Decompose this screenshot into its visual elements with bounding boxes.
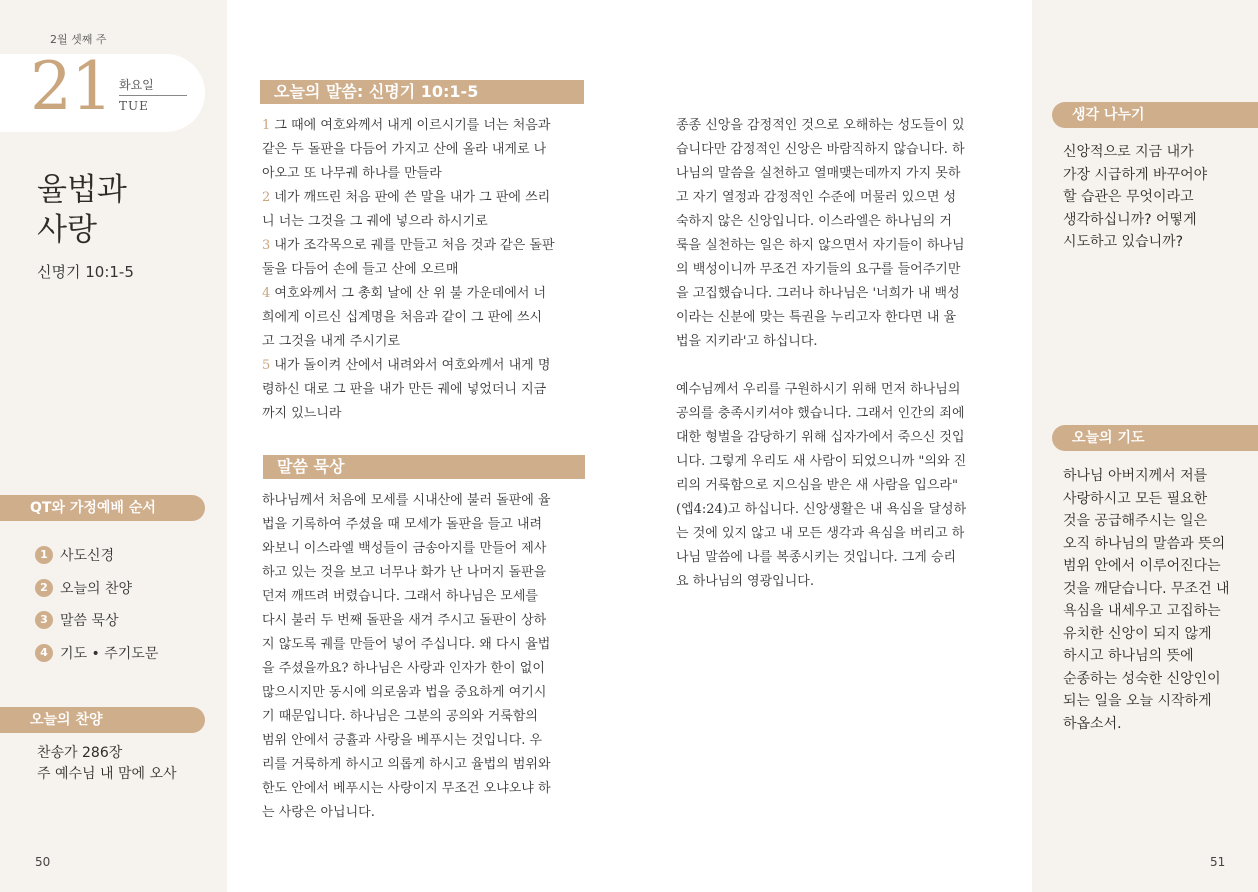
sharing-text: 신앙적으로 지금 내가 가장 시급하게 바꾸어야 할 습관은 무엇이라고 생각하십니까? 어떻게 시도하고 있습니까? [1063, 144, 1208, 250]
day-number: 21 [30, 48, 112, 125]
hymn-heading: 오늘의 찬양 [0, 707, 205, 733]
verse-number: 4 [262, 286, 271, 301]
step-number: 3 [35, 611, 53, 629]
page-title: 율법과 사랑 [37, 172, 127, 248]
hymn-title: 주 예수님 내 맘에 오사 [37, 766, 177, 782]
continuation-paragraph-1: 종종 신앙을 감정적인 것으로 오해하는 성도들이 있 습니다만 감정적인 신앙은 바람직하지 않습니다. 하 나님의 말씀을 실천하고 열매맺는데까지 가지 못하 고 자기 열정과 감정적인 수준에 머물러 있으면 성 숙하지 않은 신앙입니다. 이스라엘은 하나님의 거 룩을 실천하는 일은 하지 않으면서 자기들이 하나님 의 백성이니까 무조건 자기들의 요구를 들어주기만 을 고집했습니다. 그러나 하나님은 '너희가 내 백성 이라는 신분에 맞는 특권을 누리고자 한다면 내 율 법을 지키라'고 하십니다. [676, 118, 965, 349]
continuation-paragraph-2: 예수님께서 우리를 구원하시기 위해 먼저 하나님의 공의를 충족시키셔야 했습니다. 그래서 인간의 죄에 대한 형벌을 감당하기 위해 십자가에서 죽으신 것입 니다. 그렇게 우리도 새 사람이 되었으니까 "의와 진 리의 거룩함으로 지으심을 받은 새 사람을 입으라" (엡4:24)고 하십니다. 신앙생활은 내 욕심을 달성하 는 것에 있지 않고 내 모든 생각과 욕심을 버리고 하 나님 말씀에 나를 복종시키는 것입니다. 그게 승리 요 하나님의 영광입니다. [676, 382, 967, 589]
verse: 4 여호와께서 그 총회 날에 산 위 불 가운데에서 너 희에게 이르신 십계명을 처음과 같이 그 판에 쓰시 고 그것을 내게 주시기로 [262, 286, 547, 349]
verse-number: 3 [262, 238, 271, 253]
list-item [35, 572, 158, 605]
scripture-heading: 오늘의 말씀: 신명기 10:1-5 [260, 80, 584, 104]
step-label: 기도 • 주기도문 [60, 645, 159, 662]
week-label: 2월 셋째 주 [50, 33, 107, 46]
meditation-text: 하나님께서 처음에 모세를 시내산에 불러 돌판에 율 법을 기록하여 주셨을 때 모세가 돌판을 들고 내려 와보니 이스라엘 백성들이 금송아지를 만들어 제사 하고 있는 것을 보고 너무나 화가 난 나머지 돌판을 던져 깨뜨려 버렸습니다. 그래서 하나님은 모세를 다시 불러 두 번째 돌판을 새겨 주시고 돌판이 상하 지 않도록 궤를 만들어 넣어 주십니다. 왜 다시 율법 을 주셨을까요? 하나님은 사랑과 인자가 한이 없이 많으시지만 동시에 의로움과 법을 중요하게 여기시 기 때문입니다. 하나님은 그분의 공의와 거룩함의 범위 안에서 긍휼과 사랑을 베푸시는 것입니다. 우 리를 거룩하게 하시고 의롭게 하시고 율법의 범위와 한도 안에서 베푸시는 사랑이지 무조건 오냐오냐 하 는 사랑은 아닙니다. [262, 493, 551, 820]
verse-number: 1 [262, 118, 271, 133]
qt-order-heading: QT와 가정예배 순서 [0, 495, 205, 521]
hymn-number: 찬송가 286장 [37, 745, 123, 761]
step-number: 2 [35, 579, 53, 597]
list-item [35, 637, 158, 670]
scripture-verses [262, 114, 584, 426]
verse-number: 2 [262, 190, 271, 205]
page-number-right: 51 [1210, 855, 1226, 869]
weekday-korean: 화요일 [119, 78, 154, 92]
verse-number: 5 [262, 358, 271, 373]
verse: 2 네가 깨뜨린 처음 판에 쓴 말을 내가 그 판에 쓰리 니 너는 그것을 그 궤에 넣으라 하시기로 [262, 190, 551, 229]
page-number-left: 50 [35, 855, 51, 869]
verse: 5 내가 돌이켜 산에서 내려와서 여호와께서 내게 명 령하신 대로 그 판을 내가 만든 궤에 넣었더니 지금 까지 있느니라 [262, 358, 551, 421]
verse: 1 그 때에 여호와께서 내게 이르시기를 너는 처음과 같은 두 돌판을 다듬어 가지고 산에 올라 내게로 나 아오고 또 나무궤 하나를 만들라 [262, 118, 551, 181]
title-reference: 신명기 10:1-5 [37, 263, 134, 281]
hymn-info [37, 743, 177, 785]
meditation-heading: 말씀 묵상 [263, 455, 585, 479]
qt-order-list [35, 539, 158, 669]
weekday-english: TUE [119, 99, 149, 113]
prayer-text: 하나님 아버지께서 저를 사랑하시고 모든 필요한 것을 공급해주시는 일은 오직 하나님의 말씀과 뜻의 범위 안에서 이루어진다는 것을 깨닫습니다. 무조건 내 욕심을 내세우고 고집하는 유치한 신앙이 되지 않게 하시고 하나님의 뜻에 순종하는 성숙한 신앙인이 되는 일을 오늘 시작하게 하옵소서. [1063, 468, 1230, 732]
step-number: 1 [35, 546, 53, 564]
step-label: 사도신경 [60, 548, 115, 565]
weekday-divider [119, 95, 187, 96]
list-item [35, 539, 158, 572]
step-label: 오늘의 찬양 [60, 580, 133, 597]
prayer-heading: 오늘의 기도 [1052, 425, 1258, 451]
list-item [35, 604, 158, 637]
verse: 3 내가 조각목으로 궤를 만들고 처음 것과 같은 돌판 둘을 다듬어 손에 들고 산에 오르매 [262, 238, 555, 277]
step-label: 말씀 묵상 [60, 613, 119, 630]
step-number: 4 [35, 644, 53, 662]
sharing-heading: 생각 나누기 [1052, 102, 1258, 128]
